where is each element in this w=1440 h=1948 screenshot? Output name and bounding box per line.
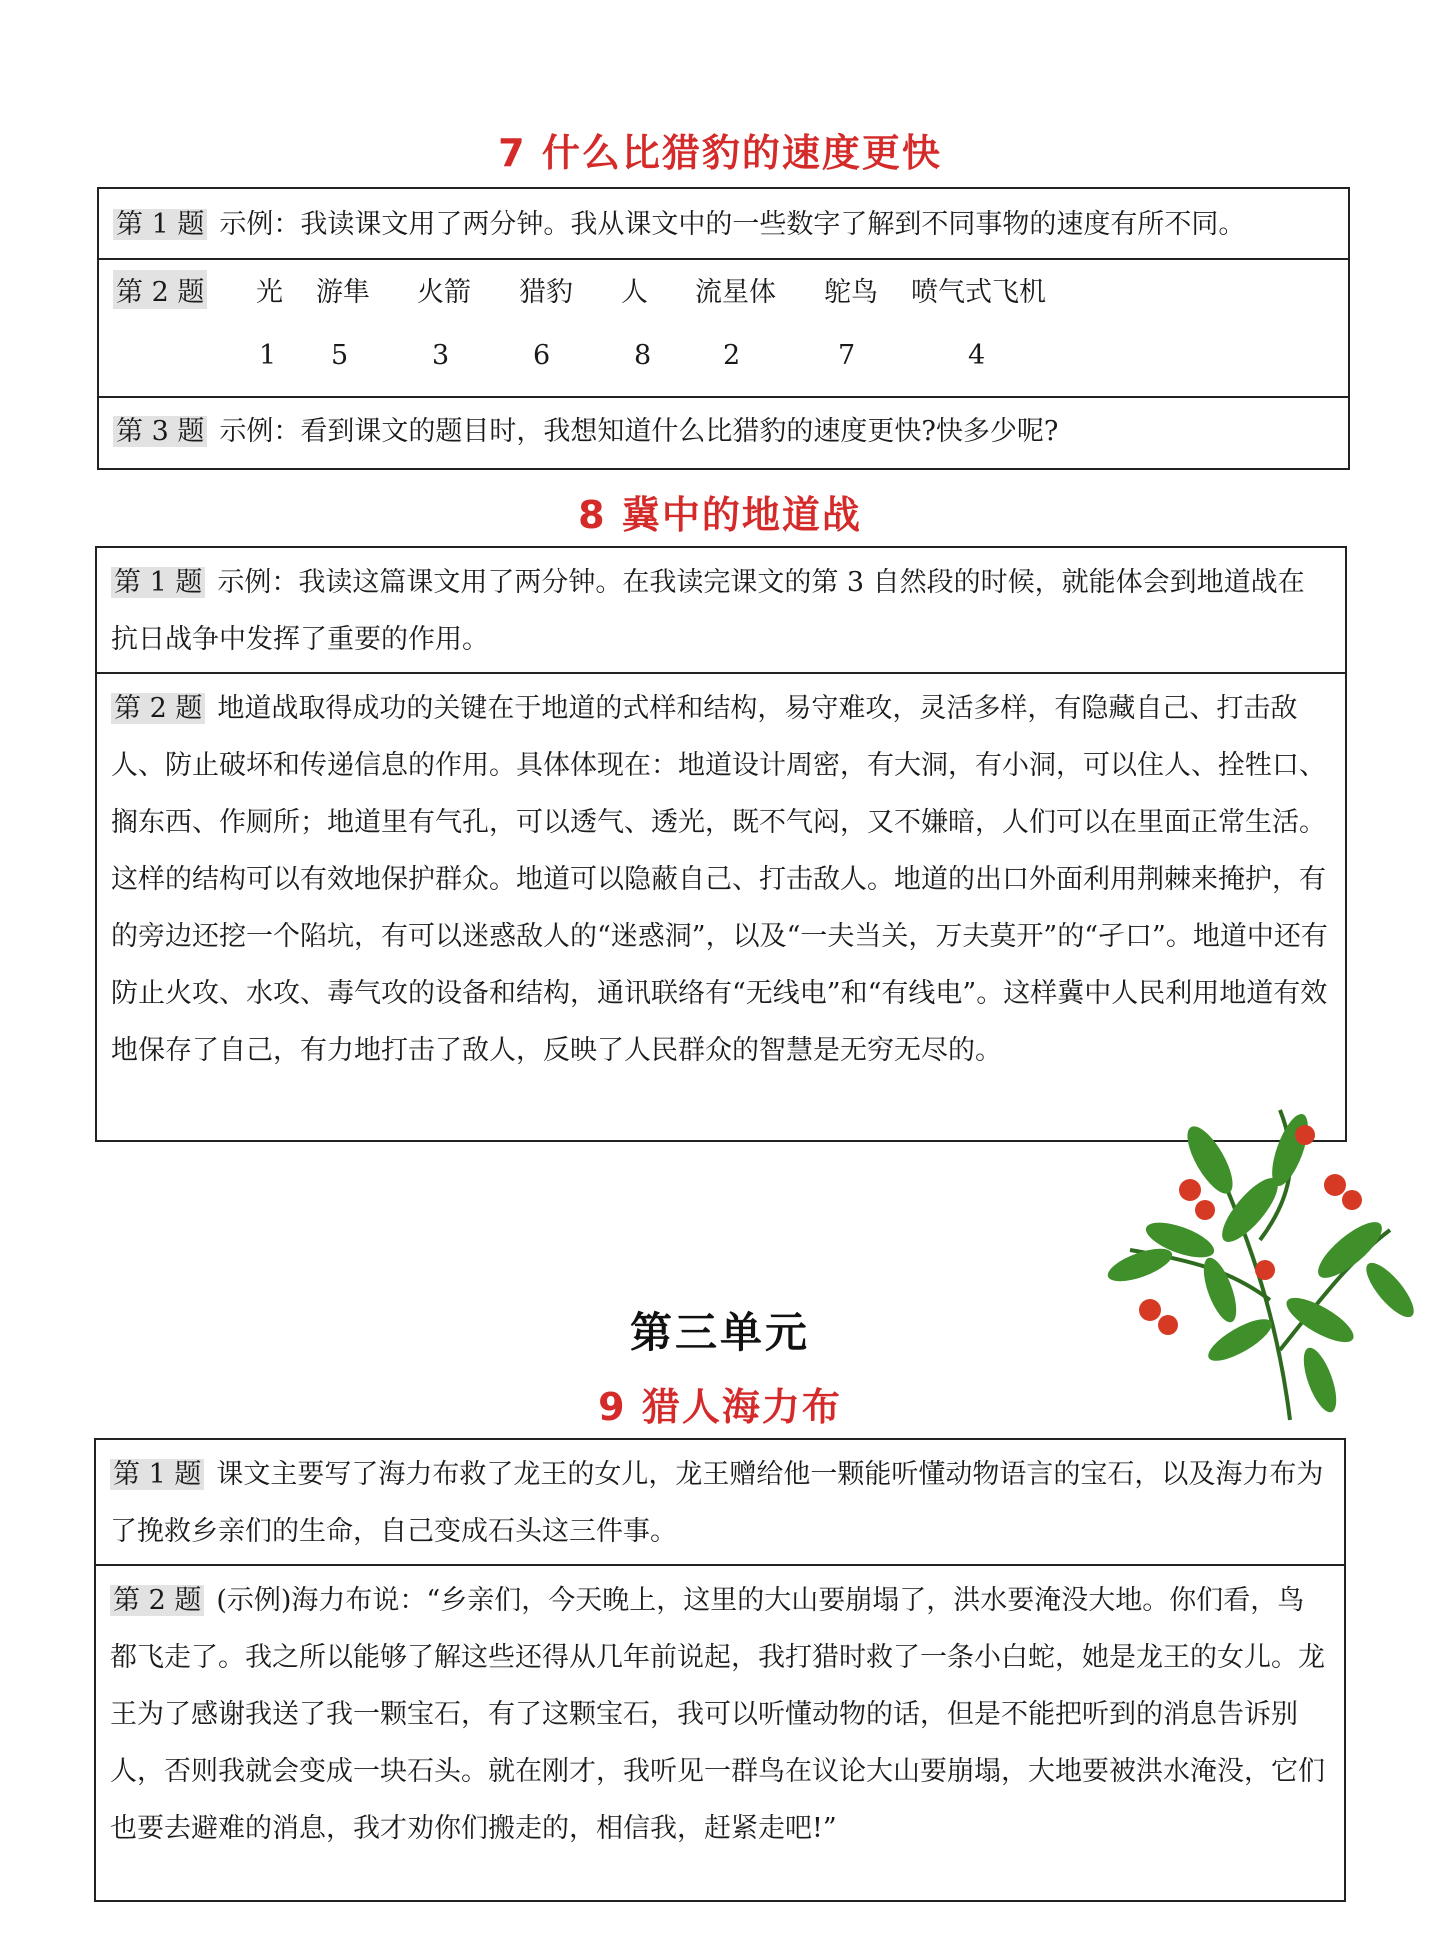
question-label: 第 3 题	[113, 416, 207, 447]
lesson-8-q2-row	[97, 674, 1345, 1079]
speed-rank: 1	[259, 340, 277, 371]
speed-rank: 5	[331, 340, 349, 371]
question-label: 第 1 题	[111, 567, 205, 598]
question-label: 第 1 题	[113, 209, 207, 240]
lesson-8-q1-row	[97, 548, 1345, 674]
lesson-7-title: 7 什么比猎豹的速度更快	[498, 131, 942, 175]
answer-text: 示例：我读这篇课文用了两分钟。在我读完课文的第 3 自然段的时候，就能体会到地道战在抗日战争中发挥了重要的作用。	[111, 567, 1305, 655]
speed-rank: 7	[838, 340, 856, 371]
lesson-8-answer-box	[95, 546, 1347, 1142]
question-label: 第 1 题	[110, 1459, 204, 1490]
speed-rank: 8	[634, 340, 652, 371]
unit-3-title: 第三单元	[629, 1308, 810, 1357]
lesson-9-q2-row	[96, 1566, 1344, 1857]
lesson-7-q3-row	[99, 398, 1348, 460]
lesson-8-title: 8 冀中的地道战	[578, 493, 862, 537]
answer-text: 示例：看到课文的题目时，我想知道什么比猎豹的速度更快?快多少呢?	[219, 416, 1059, 447]
answer-text: 地道战取得成功的关键在于地道的式样和结构，易守难攻，灵活多样，有隐藏自己、打击敌人、防止破坏和传递信息的作用。具体体现在：地道设计周密，有大洞，有小洞，可以住人、拴牲口、搁东西、作厕所；地道里有气孔，可以透气、透光，既不气闷，又不嫌暗，人们可以在里面正常生活。这样的结构可以有效地保护群众。地道可以隐蔽自己、打击敌人。地道的出口外面利用荆棘来掩护，有的旁边还挖一个陷坑，有可以迷惑敌人的“迷惑洞”，以及“一夫当关，万夫莫开”的“孑口”。地道中还有防止火攻、水攻、毒气攻的设备和结构，通讯联络有“无线电”和“有线电”。这样冀中人民利用地道有效地保存了自己，有力地打击了敌人，反映了人民群众的智慧是无穷无尽的。	[111, 693, 1328, 1066]
answer-text: (示例)海力布说：“乡亲们，今天晚上，这里的大山要崩塌了，洪水要淹没大地。你们看，鸟都飞走了。我之所以能够了解这些还得从几年前说起，我打猎时救了一条小白蛇，她是龙王的女儿。龙王为了感谢我送了我一颗宝石，有了这颗宝石，我可以听懂动物的话，但是不能把听到的消息告诉别人，否则我就会变成一块石头。就在刚才，我听见一群鸟在议论大山要崩塌，大地要被洪水淹没，它们也要去避难的消息，我才劝你们搬走的，相信我，赶紧走吧!”	[110, 1585, 1325, 1844]
speed-item: 鸵鸟	[824, 277, 878, 308]
speed-rank: 4	[968, 340, 986, 371]
lesson-7-q2-row	[99, 260, 1348, 398]
lesson-7-q1-row	[99, 189, 1348, 260]
question-label: 第 2 题	[111, 693, 205, 724]
speed-rank: 3	[432, 340, 450, 371]
lesson-7-answer-box	[97, 187, 1350, 470]
answer-text: 示例：我读课文用了两分钟。我从课文中的一些数字了解到不同事物的速度有所不同。	[219, 209, 1246, 240]
speed-item: 火箭	[417, 277, 471, 308]
lesson-9-q1-row	[96, 1440, 1344, 1566]
question-label: 第 2 题	[113, 270, 207, 309]
speed-item: 游隼	[316, 277, 370, 308]
question-label: 第 2 题	[110, 1585, 204, 1616]
lesson-9-answer-box	[94, 1438, 1346, 1902]
answer-text: 课文主要写了海力布救了龙王的女儿，龙王赠给他一颗能听懂动物语言的宝石，以及海力布为了挽救乡亲们的生命，自己变成石头这三件事。	[110, 1459, 1324, 1547]
speed-item: 喷气式飞机	[911, 277, 1046, 308]
speed-item: 猎豹	[519, 277, 573, 308]
speed-item: 人	[621, 277, 648, 308]
speed-rank: 2	[723, 340, 741, 371]
speed-item: 流星体	[695, 277, 776, 308]
speed-item: 光	[256, 277, 283, 308]
speed-rank: 6	[533, 340, 551, 371]
lesson-9-title: 9 猎人海力布	[598, 1385, 842, 1429]
